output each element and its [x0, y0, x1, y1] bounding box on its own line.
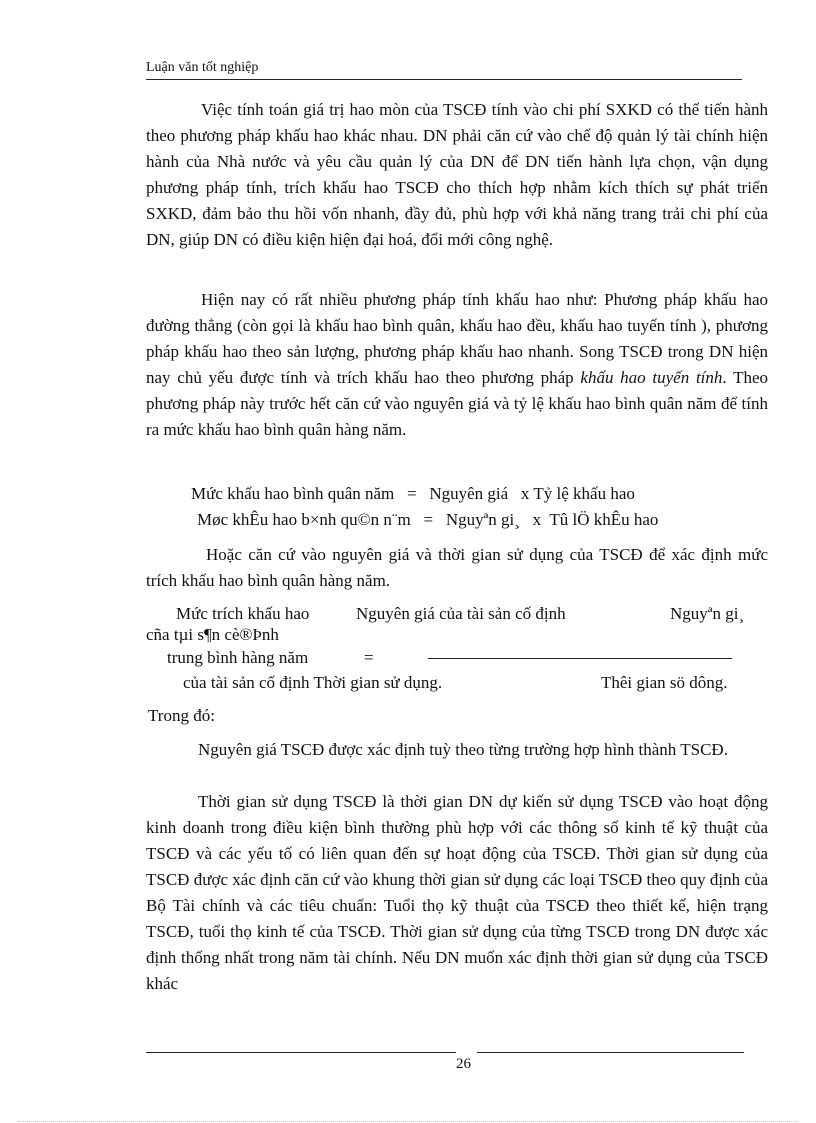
footer-rule-right	[477, 1052, 744, 1053]
paragraph-alternative-formula: Hoặc căn cứ vào nguyên giá và thời gian sử dụng của TSCĐ để xác định mức trích khấu hao bình quân hàng năm.	[146, 545, 768, 590]
formula2-numerator: Nguyên giá của tài sản cố định	[356, 604, 566, 623]
formula2-garbled-denominator: Thêi gian sö dông.	[601, 673, 728, 692]
italic-term: khấu hao tuyến tính	[580, 368, 723, 387]
label-trong-do: Trong đó:	[148, 706, 215, 725]
paragraph-useful-life: Thời gian sử dụng TSCĐ là thời gian DN dự kiến sử dụng TSCĐ vào hoạt động kinh doanh trong điều kiện bình thường phù hợp với các thông số kinh tế kỹ thuật của TSCĐ và các yếu tố có liên quan đến sự hoạt động của TSCĐ. Thời gian sử dụng của TSCĐ được xác định căn cứ vào khung thời gian sử dụng các loại TSCĐ theo quy định của Bộ Tài chính và các tiêu chuẩn: Tuổi thọ kỹ thuật của TSCĐ theo thiết kế, hiện trạng TSCĐ, tuổi thọ kinh tế của TSCĐ. Thời gian sử dụng của từng TSCĐ trong DN được xác định thống nhất trong năm tài chính. Nếu DN muốn xác định thời gian sử dụng của TSCĐ khác	[146, 792, 768, 993]
formula2-fraction-bar	[428, 658, 732, 659]
paragraph-depreciation-methods	[146, 287, 768, 443]
formula2-garbled-left: cña tµi s¶n cè®Þnh	[146, 625, 279, 644]
formula-annual-depreciation: Mức khấu hao bình quân năm = Nguyên giá x Tỷ lệ khấu hao	[191, 484, 635, 503]
formula2-equals: =	[364, 648, 374, 667]
formula-annual-depreciation-garbled: Møc khÊu hao b×nh qu©n n¨m = Nguyªn gi¸ x Tû lÖ khÊu hao	[197, 510, 659, 529]
paragraph-depreciation-intro: Việc tính toán giá trị hao mòn của TSCĐ tính vào chi phí SXKD có thể tiến hành theo phương pháp khấu hao khác nhau. DN phải căn cứ vào chế độ quản lý tài chính hiện hành của Nhà nước và yêu cầu quản lý của DN để DN tiến hành lựa chọn, vận dụng phương pháp tính, trích khấu hao TSCĐ cho thích hợp nhằm kích thích sự phát triển SXKD, đảm bảo thu hồi vốn nhanh, đầy đủ, phù hợp với khả năng trang trải chi phí của DN, giúp DN có điều kiện hiện đại hoá, đổi mới công nghệ.	[146, 100, 768, 249]
formula2-left-label-2: trung bình hàng năm	[167, 648, 309, 667]
footer-rule-left	[146, 1052, 456, 1053]
formula2-left-label-3: của tài sản cố định Thời gian sử dụng.	[183, 673, 443, 692]
page-number: 26	[456, 1056, 471, 1072]
running-header: Luận văn tốt nghiệp	[146, 60, 259, 75]
header-rule	[146, 79, 742, 80]
formula2-left-label: Mức trích khấu hao	[176, 604, 310, 623]
page-border-dotted	[18, 1121, 798, 1122]
formula2-garbled-numerator: Nguyªn gi¸	[670, 604, 745, 623]
paragraph-methods-tail: . Theo phương pháp này trước hết căn cứ vào nguyên giá và tỷ lệ khấu hao bình quân năm để tính ra mức khấu hao bình quân hàng năm.	[146, 368, 769, 439]
paragraph-original-cost: Nguyên giá TSCĐ được xác định tuỳ theo từng trường hợp hình thành TSCĐ.	[198, 740, 728, 759]
paragraph-methods-text: Hiện nay có rất nhiều phương pháp tính khấu hao như: Phương pháp khấu hao đường thẳng (còn gọi là khấu hao bình quân, khấu hao đều, khấu hao tuyến tính ), phương pháp khấu hao theo sản lượng, phương pháp khấu hao nhanh. Song TSCĐ trong DN hiện nay chủ yếu được tính và trích khấu hao theo phương pháp	[146, 290, 768, 387]
